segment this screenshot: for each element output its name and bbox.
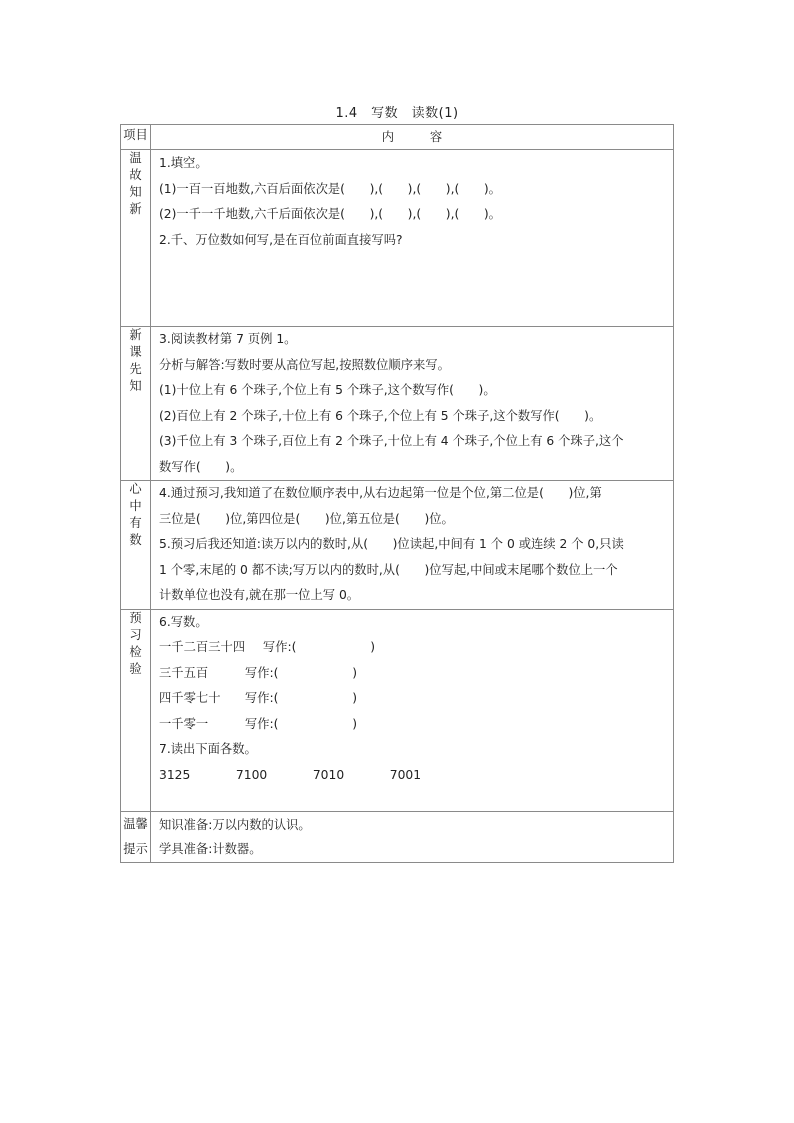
preview-line-6: 数写作( )。	[159, 459, 243, 474]
section-check-content	[151, 609, 674, 811]
review-line-1: 1.填空。	[159, 156, 208, 170]
mind-line-5: 计数单位也没有,就在那一位上写 0。	[159, 588, 360, 602]
section-review-label: 温故知新	[129, 151, 142, 216]
section-preview-label-cell	[121, 327, 151, 481]
section-check-label: 预习检验	[129, 610, 142, 676]
check-row-2-write: 写作:( )	[244, 665, 358, 680]
check-row-2-words: 三千五百	[159, 665, 209, 680]
check-row-1-write: 写作:( )	[262, 640, 376, 654]
section-tips-label-cell	[121, 811, 151, 862]
section-tips-label-top: 温馨	[123, 816, 148, 831]
preview-line-3: (1)十位上有 6 个珠子,个位上有 5 个珠子,这个数写作( )。	[159, 383, 496, 397]
mind-line-3: 5.预习后我还知道:读万以内的数时,从( )位读起,中间有 1 个 0 或连续 2 个 0,只读	[159, 537, 624, 551]
check-row-4-write: 写作:( )	[244, 716, 358, 731]
preview-line-4: (2)百位上有 2 个珠子,十位上有 6 个珠子,个位上有 5 个珠子,这个数写作( )。	[159, 408, 602, 423]
check-numbers	[151, 763, 673, 789]
tips-line-2: 学具准备:计数器。	[159, 841, 262, 856]
section-preview-row	[121, 327, 674, 481]
section-mind-content	[151, 481, 674, 610]
section-mind-label: 心中有数	[129, 482, 142, 547]
check-row-1-words: 一千二百三十四	[159, 640, 246, 654]
mind-line-1: 4.通过预习,我知道了在数位顺序表中,从右边起第一位是个位,第二位是( )位,第	[159, 486, 602, 500]
tips-line-1: 知识准备:万以内数的认识。	[159, 817, 311, 832]
check-row-1	[151, 635, 673, 661]
check-row-4	[151, 712, 673, 738]
check-q6: 6.写数。	[159, 614, 208, 629]
number-4: 7001	[389, 767, 422, 782]
preview-line-5: (3)千位上有 3 个珠子,百位上有 2 个珠子,十位上有 4 个珠子,个位上有 6 个珠子,这个	[159, 434, 624, 448]
section-tips-content	[151, 811, 674, 862]
section-preview-content	[151, 327, 674, 481]
header-content-char-1: 内	[381, 130, 395, 144]
section-review-content	[151, 150, 674, 327]
review-line-3: (2)一千一千地数,六千后面依次是( ),( ),( ),( )。	[159, 207, 501, 221]
section-check-row	[121, 609, 674, 811]
number-1: 3125	[159, 767, 191, 782]
preview-line-2: 分析与解答:写数时要从高位写起,按照数位顺序来写。	[159, 357, 450, 372]
section-review-row	[121, 150, 674, 327]
mind-line-4: 1 个零,末尾的 0 都不读;写万以内的数时,从( )位写起,中间或末尾哪个数位上一个	[159, 562, 618, 577]
check-row-2	[151, 661, 673, 687]
header-item-cell: 项目	[121, 125, 151, 150]
table-header-row	[121, 125, 674, 150]
page-title: 1.4 写数 读数(1)	[335, 106, 459, 121]
section-check-label-cell	[121, 609, 151, 811]
worksheet-table	[120, 124, 674, 863]
section-mind-label-cell	[121, 481, 151, 610]
review-line-4: 2.千、万位数如何写,是在百位前面直接写吗?	[159, 232, 403, 247]
number-3: 7010	[312, 767, 345, 782]
section-mind-row	[121, 481, 674, 610]
check-row-3-write: 写作:( )	[244, 691, 358, 705]
number-2: 7100	[235, 767, 268, 782]
check-q7: 7.读出下面各数。	[159, 742, 257, 756]
header-content-char-2: 容	[429, 130, 443, 144]
header-content-cell	[151, 125, 674, 150]
section-tips-label-bottom: 提示	[123, 841, 148, 856]
check-row-4-words: 一千零一	[159, 716, 209, 731]
check-row-3	[151, 686, 673, 712]
section-preview-label: 新课先知	[129, 328, 142, 393]
mind-line-2: 三位是( )位,第四位是( )位,第五位是( )位。	[159, 511, 454, 526]
preview-line-1: 3.阅读教材第 7 页例 1。	[159, 332, 297, 346]
section-tips-row	[121, 811, 674, 862]
review-line-2: (1)一百一百地数,六百后面依次是( ),( ),( ),( )。	[159, 181, 501, 196]
section-review-label-cell	[121, 150, 151, 327]
check-row-3-words: 四千零七十	[159, 691, 221, 705]
